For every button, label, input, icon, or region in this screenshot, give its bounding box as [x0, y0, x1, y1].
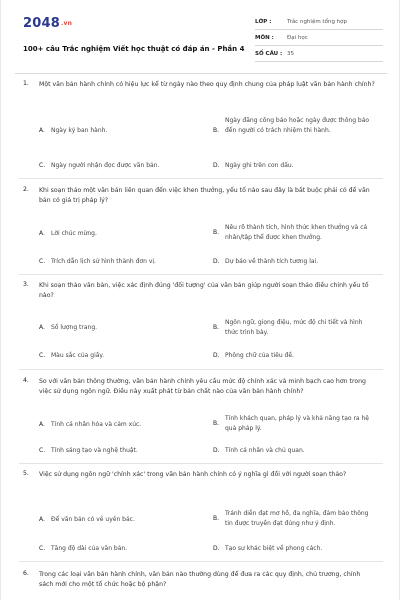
question-number: 2. [23, 186, 29, 193]
question-text: Một văn bản hành chính có hiệu lực kể từ ngày nào theo quy định chung của pháp luật văn bản hành chính? [39, 81, 375, 88]
option-text: Ngày ký ban hành. [51, 127, 108, 134]
meta-row-subject [255, 30, 383, 46]
option-letter: C. [39, 258, 46, 265]
meta-row-class [255, 14, 383, 30]
option-text: Tính cá nhân hóa và cảm xúc. [51, 421, 142, 428]
meta-label: LỚP : [255, 19, 272, 25]
logo-suffix: .vn [60, 20, 73, 27]
option-letter: D. [213, 447, 220, 454]
question-number: 6. [23, 570, 29, 577]
option-letter: C. [39, 162, 46, 169]
option-letter: C. [39, 545, 46, 552]
document-header [19, 12, 383, 72]
question-text: Việc sử dụng ngôn ngữ 'chính xác' trong văn bản hành chính có ý nghĩa gì đối với người soạn thảo? [39, 471, 347, 478]
option-text: Tránh diễn đạt mơ hồ, đa nghĩa, đảm bảo thông tin được truyền đạt đúng như ý định. [225, 510, 369, 527]
question-divider [19, 463, 383, 464]
option-letter: A. [39, 230, 45, 237]
option-letter: B. [213, 420, 220, 427]
option-text: Ngày ghi trên con dấu. [225, 162, 294, 169]
option-letter: C. [39, 447, 46, 454]
option-letter: D. [213, 545, 220, 552]
option-text: Tăng độ dài của văn bản. [51, 545, 128, 552]
meta-value: Đại học [287, 35, 308, 41]
option-text: Tạo sự khác biệt về phong cách. [225, 545, 323, 552]
question-number: 5. [23, 470, 29, 477]
page-title: 100+ câu Trắc nghiệm Viết học thuật có đáp án - Phần 4 [23, 45, 245, 53]
meta-label: MÔN : [255, 35, 274, 41]
header-divider [15, 73, 387, 74]
option-text: Ngày người nhận đọc được văn bản. [51, 162, 160, 169]
question-divider [19, 561, 383, 562]
meta-value: Trắc nghiệm tổng hợp [287, 19, 348, 25]
option-text: Dự báo về thành tích tương lai. [225, 258, 319, 265]
option-text: Tính sáng tạo và nghệ thuật. [51, 447, 138, 454]
meta-row-count [255, 46, 383, 62]
option-letter: B. [213, 127, 220, 134]
logo-text: 2048 [23, 16, 60, 31]
option-letter: A. [39, 324, 45, 331]
question-number: 3. [23, 281, 29, 288]
option-letter: D. [213, 258, 220, 265]
question-text: Khi soạn thảo văn bản, việc xác định đúng 'đối tượng' của văn bản giúp người soạn thảo điều chỉnh yếu tố nào? [39, 282, 369, 299]
option-letter: A. [39, 127, 45, 134]
option-text: Để văn bản có vẻ uyên bác. [51, 516, 135, 523]
option-text: Ngôn ngữ, giọng điệu, mức độ chi tiết và hình thức trình bày. [225, 319, 363, 336]
question-divider [19, 178, 383, 179]
site-logo[interactable] [23, 16, 72, 31]
option-text: Số lượng trang. [51, 324, 98, 331]
option-letter: B. [213, 324, 220, 331]
option-text: Trích dẫn lịch sử hình thành đơn vị. [51, 258, 156, 265]
option-letter: A. [39, 516, 45, 523]
question-divider [19, 369, 383, 370]
option-letter: B. [213, 515, 220, 522]
question-number: 4. [23, 377, 29, 384]
option-text: Màu sắc của giấy. [51, 352, 105, 359]
option-text: Nêu rõ thành tích, hình thức khen thưởng và cá nhân/tập thể được khen thưởng. [225, 224, 368, 241]
option-letter: D. [213, 162, 220, 169]
option-text: Tính cá nhân và chủ quan. [225, 447, 305, 454]
question-text: Khi soạn thảo một văn bản liên quan đến việc khen thưởng, yếu tố nào sau đây là bắt buộc phải có để văn bản có giá trị pháp lý? [39, 187, 370, 204]
option-letter: B. [213, 229, 220, 236]
meta-label: SỐ CÂU : [255, 51, 283, 57]
option-text: Phông chữ của tiêu đề. [225, 352, 294, 359]
option-text: Ngày đăng công báo hoặc ngày được thông báo đến người có trách nhiệm thi hành. [225, 117, 370, 134]
option-letter: C. [39, 352, 46, 359]
question-number: 1. [23, 80, 29, 87]
question-text: Trong các loại văn bản hành chính, văn bản nào thường dùng để đưa ra các quy định, chủ trương, chính sách mới cho một tổ chức hoặc bộ phận? [39, 571, 361, 588]
option-letter: A. [39, 421, 45, 428]
option-text: Lời chúc mừng. [51, 230, 97, 237]
question-text: So với văn bản thông thường, văn bản hành chính yêu cầu mức độ chính xác và minh bạch cao hơn trong việc sử dụng ngôn ngữ. Điều này xuất phát từ bản chất nào của văn bản hành chính? [39, 378, 366, 395]
option-letter: D. [213, 352, 220, 359]
question-divider [19, 274, 383, 275]
meta-value: 35 [287, 51, 294, 57]
option-text: Tính khách quan, pháp lý và khả năng tạo ra hệ quả pháp lý. [225, 415, 369, 432]
document-meta [255, 14, 383, 62]
